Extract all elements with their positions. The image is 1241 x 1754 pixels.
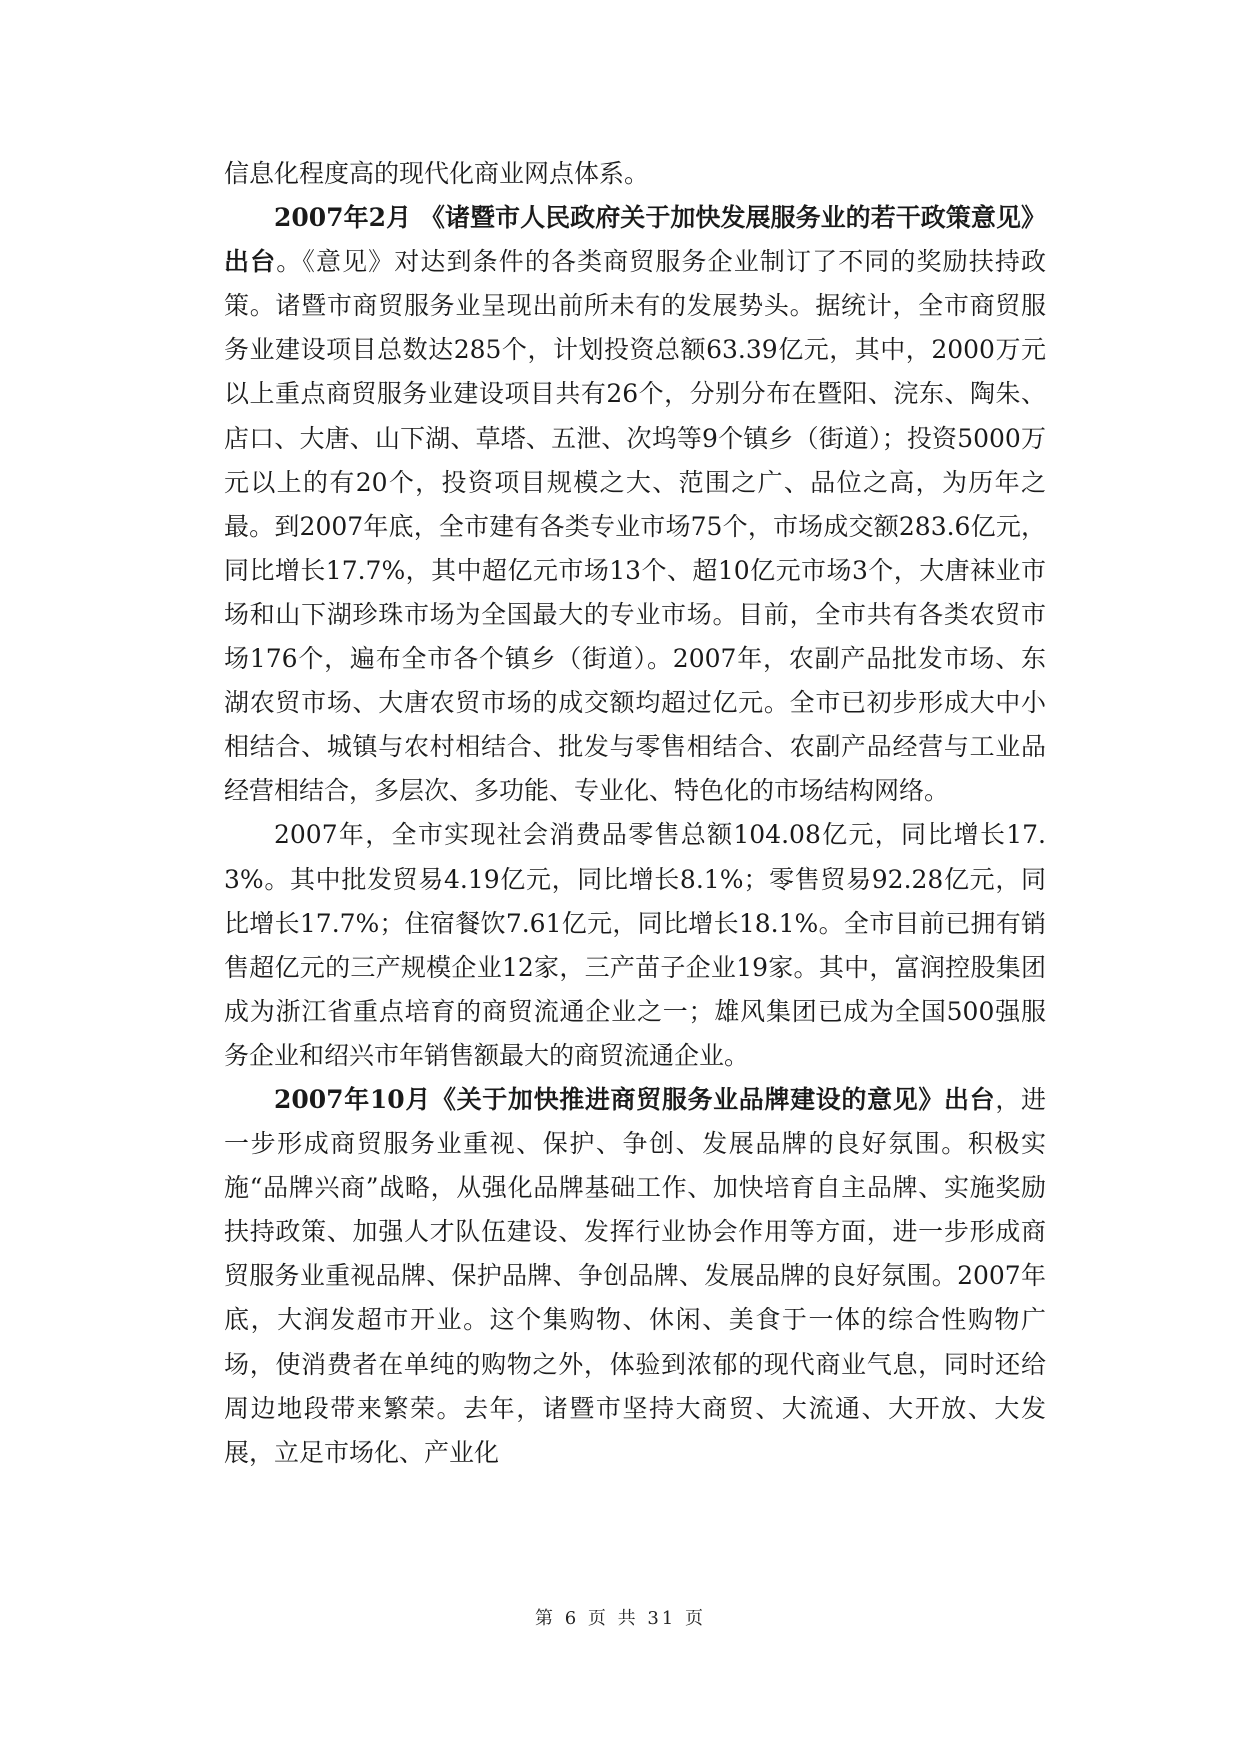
page-number-footer: 第 6 页 共 31 页	[535, 1608, 706, 1629]
paragraph	[224, 1078, 1046, 1475]
paragraph-heading: 2007年2月 《诸暨市人民政府关于加快发展服务业的若干政策意见》出台	[224, 203, 1046, 277]
paragraph-text: 信息化程度高的现代化商业网点体系。	[224, 159, 650, 188]
paragraph-text: 。《意见》对达到条件的各类商贸服务企业制订了不同的奖励扶持政策。诸暨市商贸服务业呈现出前所未有的发展势头。据统计，全市商贸服务业建设项目总数达285个，计划投资总额63.39亿元，其中，2000万元以上重点商贸服务业建设项目共有26个，分别分布在暨阳、浣东、陶朱、店口、大唐、山下湖、草塔、五泄、次坞等9个镇乡（街道）；投资5000万元以上的有20个，投资项目规模之大、范围之广、品位之高，为历年之最。到2007年底，全市建有各类专业市场75个，市场成交额283.6亿元，同比增长17.7%，其中超亿元市场13个、超10亿元市场3个，大唐袜业市场和山下湖珍珠市场为全国最大的专业市场。目前，全市共有各类农贸市场176个，遍布全市各个镇乡（街道）。2007年，农副产品批发市场、东湖农贸市场、大唐农贸市场的成交额均超过亿元。全市已初步形成大中小相结合、城镇与农村相结合、批发与零售相结合、农副产品经营与工业品经营相结合，多层次、多功能、专业化、特色化的市场结构网络。	[224, 247, 1046, 806]
paragraph-text: ，进一步形成商贸服务业重视、保护、争创、发展品牌的良好氛围。积极实施“品牌兴商”战略，从强化品牌基础工作、加快培育自主品牌、实施奖励扶持政策、加强人才队伍建设、发挥行业协会作用等方面，进一步形成商贸服务业重视品牌、保护品牌、争创品牌、发展品牌的良好氛围。2007年底，大润发超市开业。这个集购物、休闲、美食于一体的综合性购物广场，使消费者在单纯的购物之外，体验到浓郁的现代商业气息，同时还给周边地段带来繁荣。去年，诸暨市坚持大商贸、大流通、大开放、大发展，立足市场化、产业化	[224, 1084, 1046, 1467]
paragraph-heading: 2007年10月《关于加快推进商贸服务业品牌建设的意见》出台	[274, 1084, 996, 1114]
paragraph	[224, 152, 1046, 196]
paragraph-text: 2007年，全市实现社会消费品零售总额104.08亿元，同比增长17.3%。其中批发贸易4.19亿元，同比增长8.1%；零售贸易92.28亿元，同比增长17.7%；住宿餐饮7.61亿元，同比增长18.1%。全市目前已拥有销售超亿元的三产规模企业12家，三产苗子企业19家。其中，富润控股集团成为浙江省重点培育的商贸流通企业之一；雄风集团已成为全国500强服务企业和绍兴市年销售额最大的商贸流通企业。	[224, 820, 1046, 1070]
paragraph	[224, 813, 1046, 1078]
document-body	[224, 152, 1046, 1475]
paragraph	[224, 196, 1046, 813]
